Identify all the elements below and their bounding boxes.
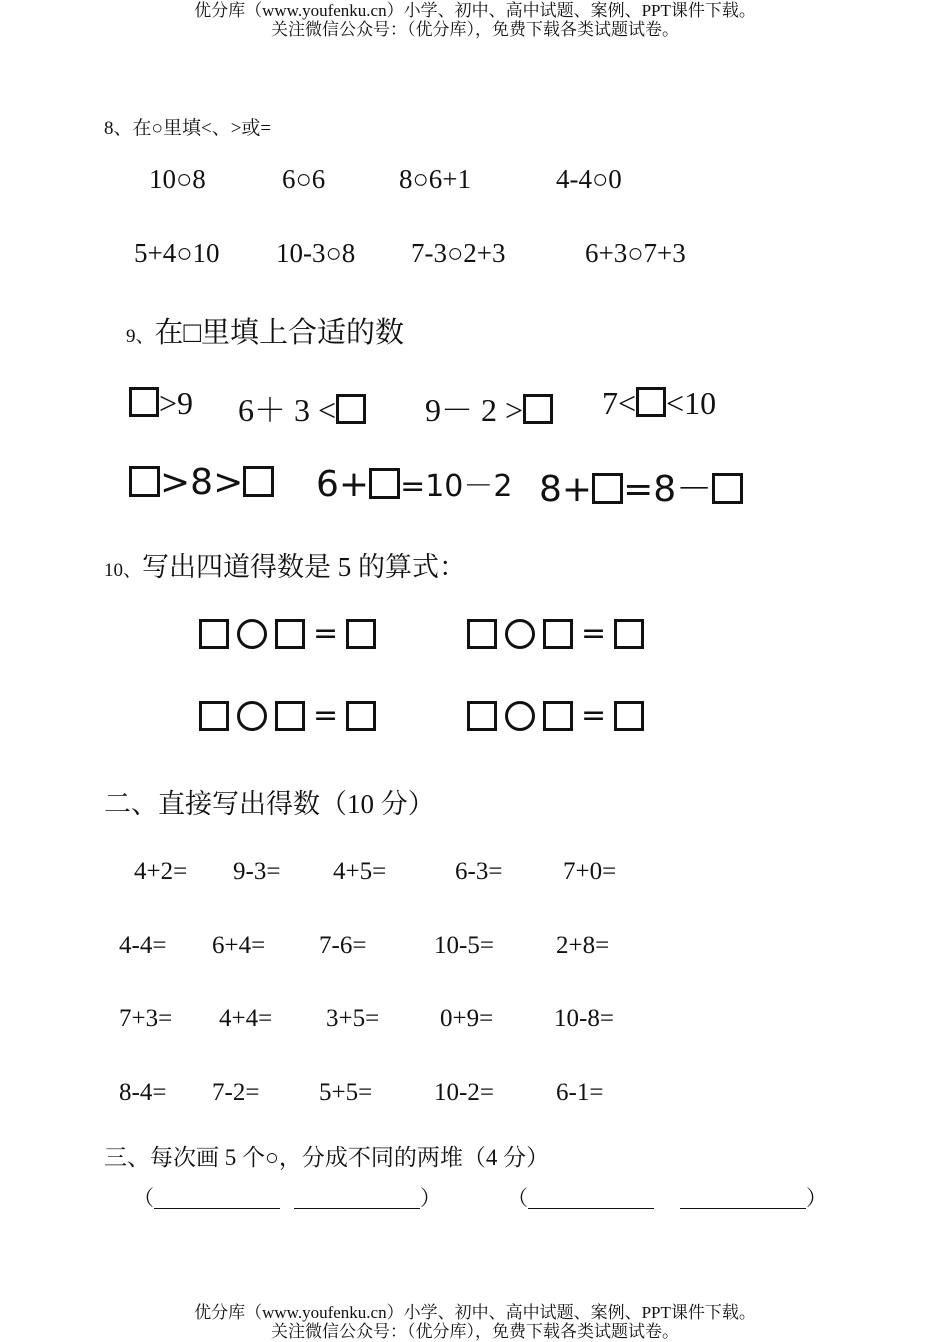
arith-item: 5+5= [319,1079,373,1106]
q8-heading [104,113,271,140]
answer-box[interactable] [523,394,553,424]
q9-title: 在□里填上合适的数 [154,317,405,349]
answer-box[interactable] [636,387,666,417]
operator-circle[interactable] [237,619,267,649]
arith-item: 7-6= [319,932,367,959]
q8-title: 在○里填<、>或= [132,118,272,139]
q9-row-1-item [238,385,366,431]
answer-box[interactable] [275,619,305,649]
answer-box[interactable] [129,387,159,417]
close-paren: ） [806,1186,827,1210]
arith-item: 10-5= [434,932,494,959]
arith-item: 4+4= [219,1005,273,1032]
q9-row-2-item [316,461,512,505]
answer-blank[interactable] [294,1186,420,1209]
arith-item: 4+5= [333,858,387,885]
answer-box[interactable] [543,619,573,649]
answer-box[interactable] [336,394,366,424]
arith-item: 7+0= [563,858,617,885]
q10-heading [104,545,466,584]
q9-text: >8> [160,462,244,503]
operator-circle[interactable] [505,701,535,731]
header-line-1: 优分库（www.youfenku.cn）小学、初中、高中试题、案例、PPT课件下载。 [194,1,756,20]
q9-row-1 [129,385,193,422]
equation-template [467,616,652,651]
section-2-title: 二、直接写出得数（10 分） [104,789,435,819]
answer-box[interactable] [129,466,160,497]
q9-text: >9 [159,385,194,421]
arith-item: 7-2= [212,1079,260,1106]
arith-item: 0+9= [440,1005,494,1032]
q9-text: 7< [602,385,637,421]
open-paren: （ [133,1186,154,1210]
open-paren: （ [507,1186,528,1210]
arith-item: 2+8= [556,932,610,959]
answer-blank[interactable] [154,1186,280,1209]
q8-item: 4-4○0 [556,164,622,194]
answer-box[interactable] [467,619,497,649]
equals-sign: = [581,616,607,651]
equals-sign: = [581,698,607,733]
equation-template [199,616,384,651]
arith-item: 6-1= [556,1079,604,1106]
arith-item: 4-4= [119,932,167,959]
answer-box[interactable] [592,473,623,504]
answer-box[interactable] [467,701,497,731]
arith-item: 9-3= [233,858,281,885]
q9-text: =8－ [623,469,713,510]
q10-title: 写出四道得数是 5 的算式： [142,552,467,582]
footer-line-2: 关注微信公众号：（优分库），免费下载各类试题试卷。 [271,1322,679,1341]
equation-template [467,698,652,733]
arith-item: 10-8= [554,1005,614,1032]
equals-sign: = [313,698,339,733]
q8-item: 7-3○2+3 [411,238,506,268]
q9-row-2 [129,461,274,503]
answer-box[interactable] [275,701,305,731]
q8-item: 6○6 [282,164,326,194]
answer-box[interactable] [243,466,274,497]
q8-number: 8、 [104,118,133,139]
q9-row-2-item [539,461,743,512]
q9-row-1-item [425,385,553,431]
q8-item: 6+3○7+3 [585,238,686,268]
answer-box[interactable] [543,701,573,731]
answer-box[interactable] [369,468,400,499]
q9-text: 6+ [316,464,370,505]
q10-number: 10、 [104,560,143,581]
equation-template [199,698,384,733]
answer-blank[interactable] [680,1186,806,1209]
arith-item: 3+5= [326,1005,380,1032]
q8-item: 10○8 [149,164,206,194]
q9-heading [126,310,404,351]
answer-box[interactable] [199,619,229,649]
footer-line-1: 优分库（www.youfenku.cn）小学、初中、高中试题、案例、PPT课件下载。 [194,1303,756,1322]
arith-item: 8-4= [119,1079,167,1106]
answer-box[interactable] [614,619,644,649]
q9-text: 6＋ 3 < [238,392,337,428]
arith-item: 10-2= [434,1079,494,1106]
answer-group-2 [507,1182,827,1212]
operator-circle[interactable] [505,619,535,649]
arith-item: 6+4= [212,932,266,959]
operator-circle[interactable] [237,701,267,731]
q9-text: 8+ [539,469,593,510]
answer-box[interactable] [712,473,743,504]
arith-item: 6-3= [455,858,503,885]
q9-text: =10－2 [400,469,513,504]
arith-item: 4+2= [134,858,188,885]
q9-text: 9－ 2 > [425,392,524,428]
arith-item: 7+3= [119,1005,173,1032]
answer-group-1 [133,1182,441,1212]
q8-item: 8○6+1 [399,164,472,194]
q8-item: 5+4○10 [134,238,220,268]
q9-text: <10 [666,385,717,421]
answer-box[interactable] [199,701,229,731]
answer-blank[interactable] [528,1186,654,1209]
q9-number: 9、 [126,326,155,347]
answer-box[interactable] [346,701,376,731]
answer-box[interactable] [346,619,376,649]
answer-box[interactable] [614,701,644,731]
section-3-title: 三、每次画 5 个○，分成不同的两堆（4 分） [104,1145,550,1170]
q8-item: 10-3○8 [276,238,356,268]
close-paren: ） [420,1186,441,1210]
equals-sign: = [313,616,339,651]
q9-row-1-item [602,385,716,422]
header-line-2: 关注微信公众号：（优分库），免费下载各类试题试卷。 [271,20,679,39]
